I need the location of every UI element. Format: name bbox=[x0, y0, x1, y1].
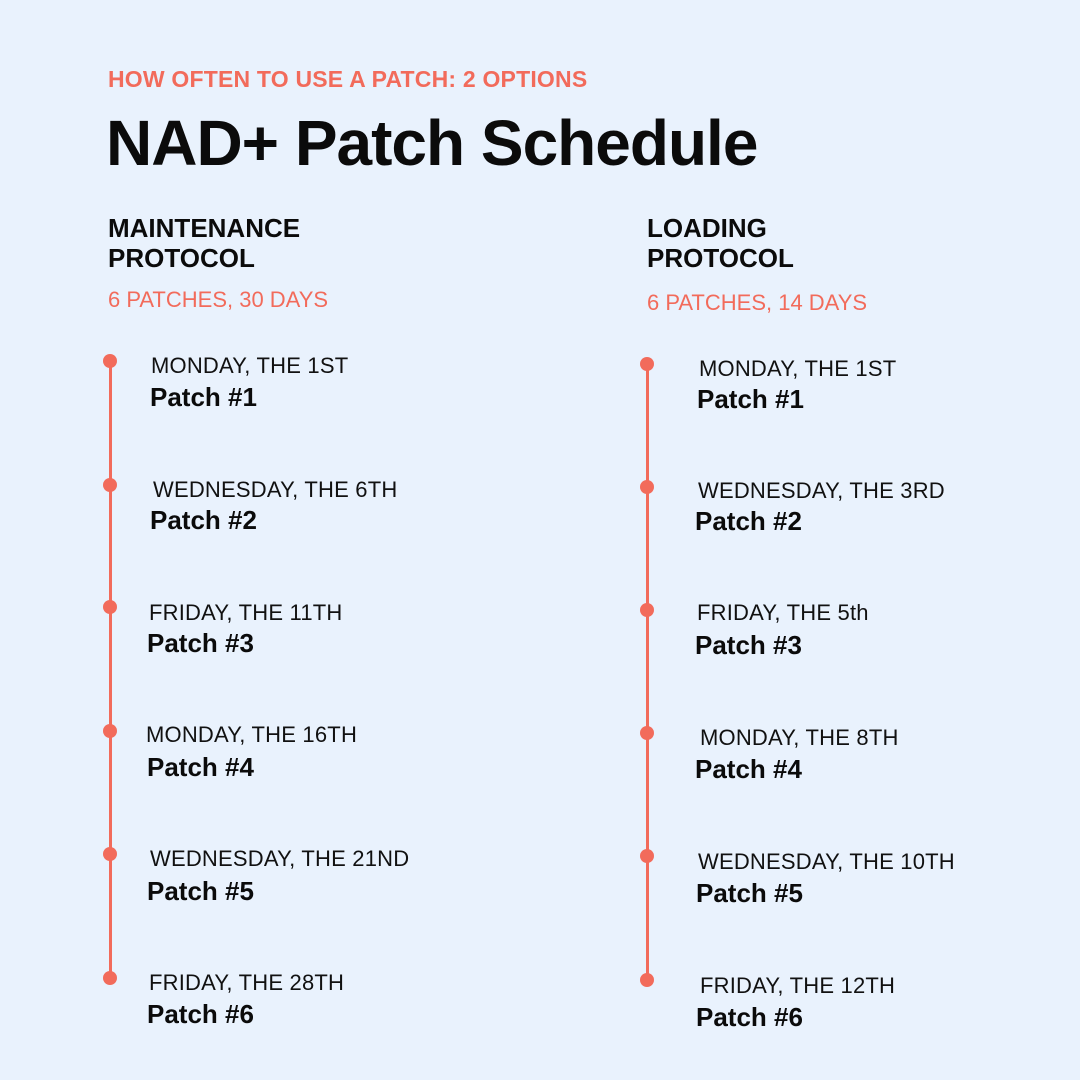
loading-item-day: MONDAY, THE 8TH bbox=[700, 725, 899, 750]
loading-protocol-subtitle: 6 PATCHES, 14 DAYS bbox=[647, 290, 868, 315]
timeline-dot bbox=[640, 973, 654, 987]
maintenance-item-patch: Patch #6 bbox=[147, 999, 254, 1029]
maintenance-item-day: WEDNESDAY, THE 6TH bbox=[153, 477, 398, 502]
timeline-dot bbox=[103, 600, 117, 614]
loading-protocol-title: LOADING PROTOCOL bbox=[647, 213, 794, 273]
loading-item-day: MONDAY, THE 1ST bbox=[699, 356, 897, 381]
maintenance-protocol-header bbox=[108, 213, 528, 313]
timeline-dot bbox=[640, 480, 654, 494]
maintenance-protocol-title: MAINTENANCE PROTOCOL bbox=[108, 213, 301, 273]
timeline-dot bbox=[640, 726, 654, 740]
maintenance-protocol-subtitle: 6 PATCHES, 30 DAYS bbox=[108, 287, 329, 312]
timeline-dot bbox=[103, 478, 117, 492]
maintenance-item-patch: Patch #3 bbox=[147, 628, 254, 658]
timeline-dot bbox=[103, 847, 117, 861]
loading-item-day: FRIDAY, THE 12TH bbox=[700, 973, 896, 998]
loading-item-day: WEDNESDAY, THE 10TH bbox=[698, 849, 955, 874]
loading-item-patch: Patch #3 bbox=[695, 630, 802, 660]
loading-timeline-line bbox=[646, 364, 649, 981]
eyebrow-heading: HOW OFTEN TO USE A PATCH: 2 OPTIONS bbox=[108, 66, 588, 92]
loading-item-patch: Patch #4 bbox=[695, 754, 802, 784]
maintenance-item-patch: Patch #4 bbox=[147, 752, 254, 782]
maintenance-item-day: MONDAY, THE 1ST bbox=[151, 353, 349, 378]
maintenance-item-day: MONDAY, THE 16TH bbox=[146, 722, 358, 747]
maintenance-item-day: WEDNESDAY, THE 21ND bbox=[150, 846, 410, 871]
maintenance-timeline-line bbox=[109, 361, 112, 979]
loading-item-patch: Patch #1 bbox=[697, 384, 804, 414]
maintenance-item-patch: Patch #5 bbox=[147, 876, 254, 906]
loading-item-patch: Patch #2 bbox=[695, 506, 802, 536]
loading-protocol-header bbox=[647, 213, 1067, 316]
loading-item-day: FRIDAY, THE 5th bbox=[697, 600, 869, 625]
timeline-dot bbox=[103, 971, 117, 985]
timeline-dot bbox=[640, 603, 654, 617]
timeline-dot bbox=[103, 354, 117, 368]
page-title: NAD+ Patch Schedule bbox=[106, 107, 758, 179]
maintenance-item-day: FRIDAY, THE 11TH bbox=[149, 600, 343, 625]
loading-item-day: WEDNESDAY, THE 3RD bbox=[698, 478, 945, 503]
timeline-dot bbox=[640, 849, 654, 863]
loading-item-patch: Patch #5 bbox=[696, 878, 803, 908]
timeline-dot bbox=[640, 357, 654, 371]
maintenance-item-patch: Patch #2 bbox=[150, 505, 257, 535]
loading-item-patch: Patch #6 bbox=[696, 1002, 803, 1032]
timeline-dot bbox=[103, 724, 117, 738]
maintenance-item-patch: Patch #1 bbox=[150, 382, 257, 412]
maintenance-item-day: FRIDAY, THE 28TH bbox=[149, 970, 345, 995]
